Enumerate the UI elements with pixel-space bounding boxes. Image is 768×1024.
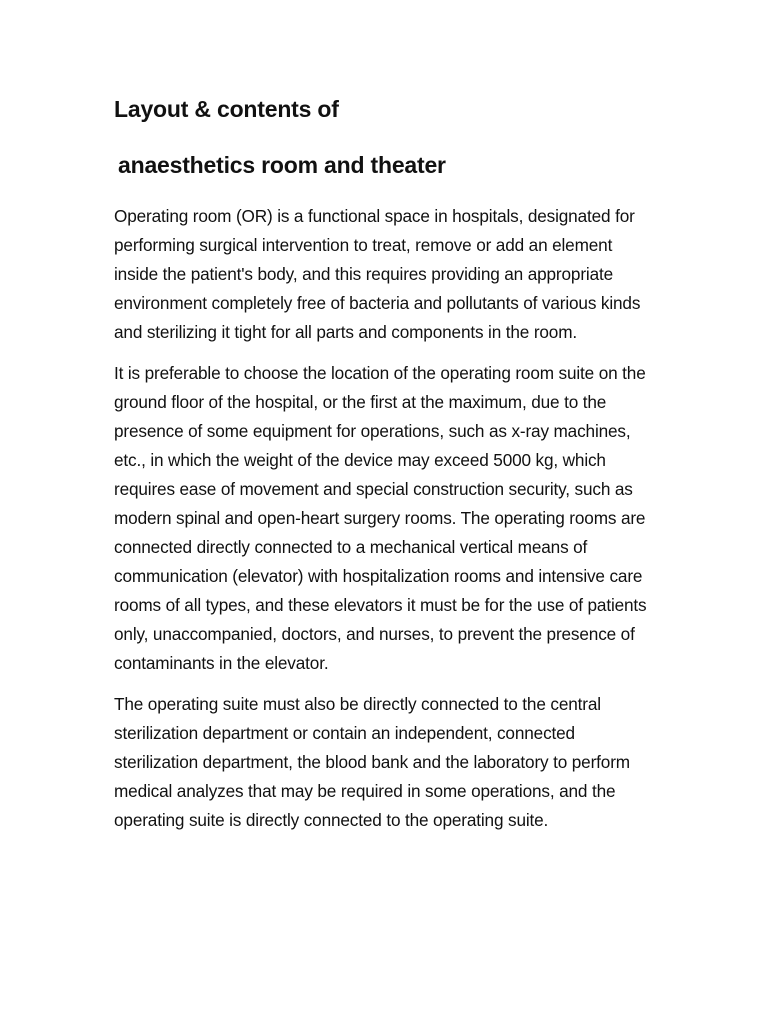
paragraph-operating-room-location: It is preferable to choose the location of the operating room suite on the ground floor of the hospital, or the first at the maximum, due to the presence of some equipment for operations, such as x-ray machines, etc., in which the weight of the device may exceed 5000 kg, which requires ease of movement and special construction security, such as modern spinal and open-heart surgery rooms. The operating rooms are connected directly connected to a mechanical vertical means of communication (elevator) with hospitalization rooms and intensive care rooms of all types, and these elevators it must be for the use of patients only, unaccompanied, doctors, and nurses, to prevent the presence of contaminants in the elevator.	[114, 363, 647, 673]
document-title-line-1: Layout & contents of	[114, 96, 339, 122]
paragraph-operating-suite-connections: The operating suite must also be directly connected to the central sterilization department or contain an independent, connected sterilization department, the blood bank and the laboratory to perform medical analyzes that may be required in some operations, and the operating suite is directly connected to the operating suite.	[114, 694, 630, 830]
paragraph-operating-room-definition: Operating room (OR) is a functional space in hospitals, designated for performing surgical intervention to treat, remove or add an element inside the patient's body, and this requires providing an appropriate environment completely free of bacteria and pollutants of various kinds and sterilizing it tight for all parts and components in the room.	[114, 206, 641, 342]
document-title-line-2: anaesthetics room and theater	[118, 152, 446, 178]
